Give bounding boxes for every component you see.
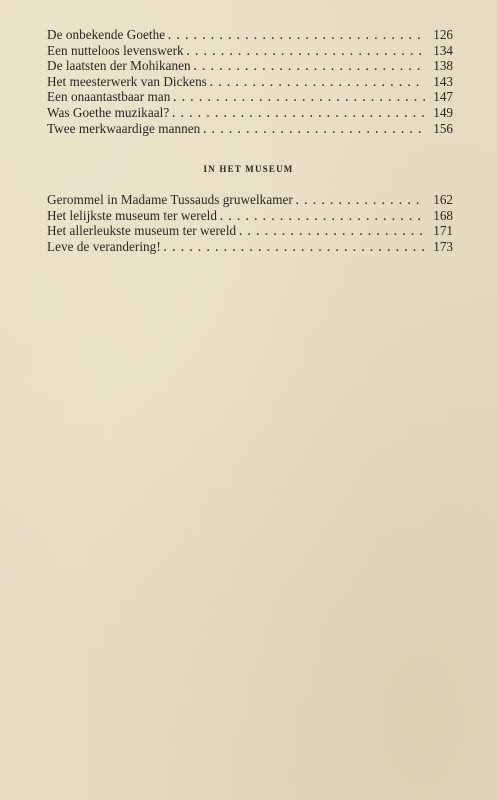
toc-entry-title: Het lelijkste museum ter wereld xyxy=(47,207,218,223)
toc-entry xyxy=(47,121,453,137)
section-heading: IN HET MUSEUM xyxy=(203,164,294,174)
toc-entry-page: 134 xyxy=(433,42,453,58)
toc-entry-title: De laatsten der Mohikanen xyxy=(47,58,191,74)
toc-entry xyxy=(47,239,453,255)
dot-leader xyxy=(173,91,425,107)
dot-leader xyxy=(168,29,425,45)
toc-entry-page: 143 xyxy=(433,73,453,89)
toc-entry-page: 162 xyxy=(433,192,453,207)
dot-leader xyxy=(172,107,425,123)
toc-entry-title: Gerommel in Madame Tussauds gruwelkamer xyxy=(47,192,293,207)
dot-leader xyxy=(187,45,425,61)
dot-leader xyxy=(210,76,425,92)
dot-leader xyxy=(239,225,425,241)
toc-entry xyxy=(47,58,453,74)
toc-entry xyxy=(47,43,453,59)
toc-entry-title: Een nutteloos levenswerk xyxy=(47,42,184,58)
toc-entry-title: Een onaantastbaar man xyxy=(47,89,171,105)
toc-entry-title: Het allerleukste museum ter wereld xyxy=(47,223,237,239)
toc-entry-page: 126 xyxy=(433,27,453,42)
toc-entry xyxy=(47,74,453,90)
toc-entry-title: Twee merkwaardige mannen xyxy=(47,120,201,136)
toc-entry-page: 173 xyxy=(433,238,453,254)
toc-entry-title: Het meesterwerk van Dickens xyxy=(47,73,207,89)
toc-entry-title: De onbekende Goethe xyxy=(47,27,166,42)
dot-leader xyxy=(220,210,425,226)
toc-entry-page: 156 xyxy=(433,120,453,136)
toc-entry xyxy=(47,89,453,105)
toc-entry xyxy=(47,208,453,224)
toc-entry-page: 138 xyxy=(433,58,453,74)
toc-entry-title: Was Goethe muzikaal? xyxy=(47,104,170,120)
toc-entry xyxy=(47,27,453,43)
dot-leader xyxy=(296,194,425,210)
dot-leader xyxy=(164,241,425,257)
toc-entry-page: 168 xyxy=(433,207,453,223)
table-of-contents-part-2 xyxy=(47,192,453,254)
toc-entry-title: Leve de verandering! xyxy=(47,238,161,254)
toc-entry xyxy=(47,192,453,208)
dot-leader xyxy=(203,123,425,139)
toc-entry-page: 147 xyxy=(433,89,453,105)
toc-entry xyxy=(47,223,453,239)
dot-leader xyxy=(194,60,425,76)
toc-entry xyxy=(47,105,453,121)
table-of-contents-part-1 xyxy=(47,27,453,136)
toc-entry-page: 149 xyxy=(433,104,453,120)
toc-entry-page: 171 xyxy=(433,223,453,239)
